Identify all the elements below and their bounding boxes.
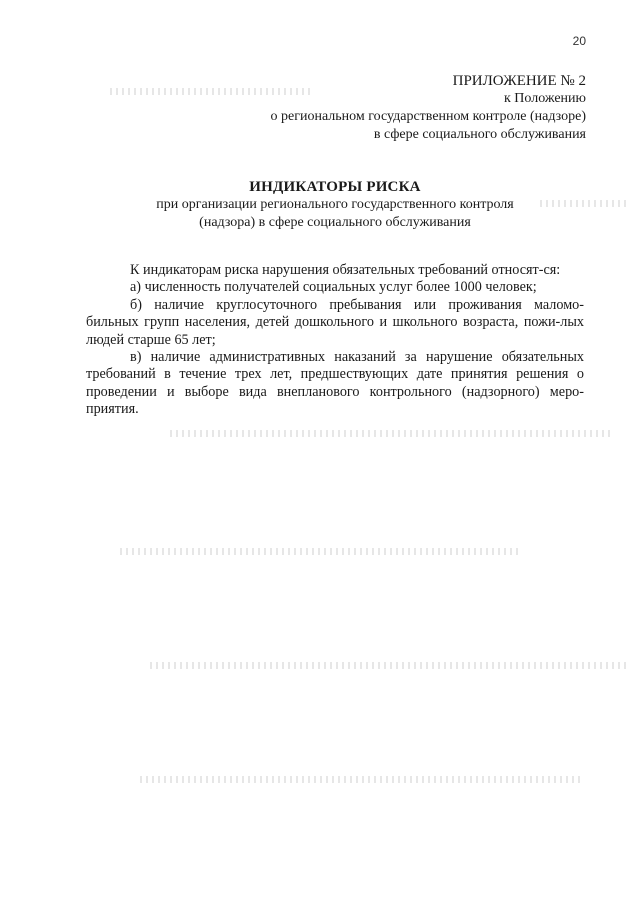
document-body — [86, 262, 584, 419]
document-subtitle-2: (надзора) в сфере социального обслуживания — [199, 215, 471, 230]
intro-paragraph: К индикаторам риска нарушения обязательных требований относят-ся: — [130, 262, 561, 278]
scan-artifact — [110, 88, 310, 95]
document-title: ИНДИКАТОРЫ РИСКА — [249, 179, 421, 195]
page-number: 20 — [572, 34, 586, 48]
appendix-title: ПРИЛОЖЕНИЕ № 2 — [452, 73, 586, 89]
document-subtitle-1: при организации регионального государственного контроля — [156, 197, 514, 212]
appendix-line-1: к Положению — [503, 91, 586, 106]
list-item-b: б) наличие круглосуточного пребывания или проживания маломо-бильных групп населения, детей дошкольного и школьного возраста, пожи-лых людей старше 65 лет; — [86, 296, 584, 348]
scan-artifact — [140, 776, 580, 783]
scan-artifact — [540, 200, 630, 207]
list-item-c: в) наличие административных наказаний за нарушение обязательных требований в течение трех лет, предшествующих дате принятия решения о проведении и выборе вида внепланового контрольного (надзорного) меро-приятия. — [86, 349, 584, 418]
scan-artifact — [150, 662, 630, 669]
scan-artifact — [170, 430, 610, 437]
scan-artifact — [120, 548, 520, 555]
appendix-block — [166, 72, 586, 144]
appendix-line-3: в сфере социального обслуживания — [373, 127, 586, 142]
list-item-a: а) численность получателей социальных услуг более 1000 человек; — [130, 279, 537, 296]
appendix-line-2: о региональном государственном контроле (надзоре) — [270, 109, 586, 124]
